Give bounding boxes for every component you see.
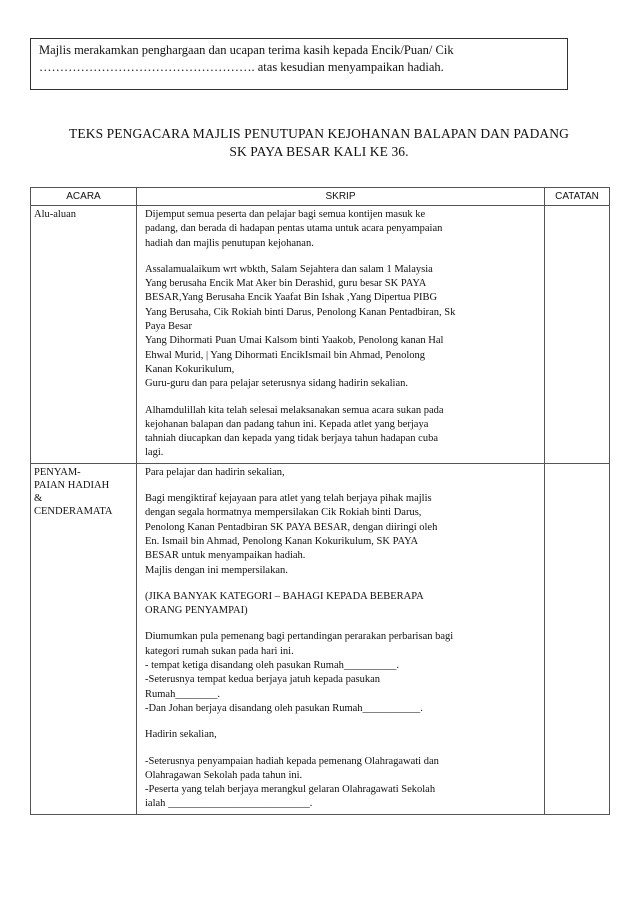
script-line: padang, dan berada di hadapan pentas utama untuk acara penyampaian (145, 223, 443, 235)
script-line: Alhamdulillah kita telah selesai melaksanakan semua acara sukan pada (145, 404, 444, 416)
document-title (30, 125, 608, 161)
script-paragraph (145, 755, 538, 812)
script-line: -Seterusnya tempat kedua berjaya jatuh kepada pasukan (145, 674, 380, 686)
script-paragraph (145, 728, 538, 742)
script-paragraph (145, 208, 538, 251)
script-line: Penolong Kanan Pentadbiran SK PAYA BESAR, dengan diiringi oleh (145, 521, 438, 533)
header-catatan: CATATAN (545, 188, 610, 206)
script-line: Assalamualaikum wrt wbkth, Salam Sejahtera dan salam 1 Malaysia (145, 263, 433, 275)
script-line: tahniah diucapkan dan kepada yang tidak berjaya tahun hadapan cuba (145, 433, 439, 445)
acara-cell (31, 463, 137, 814)
table-row (31, 463, 610, 814)
acara-cell (31, 206, 137, 464)
acara-label-line: Alu-aluan (34, 209, 76, 220)
script-line: En. Ismail bin Ahmad, Penolong Kanan Kokurikulum, SK PAYA (145, 535, 419, 547)
catatan-cell (545, 463, 610, 814)
script-line: (JIKA BANYAK KATEGORI – BAHAGI KEPADA BEBERAPA (145, 590, 424, 602)
acknowledgement-line-1: Majlis merakamkan penghargaan dan ucapan terima kasih kepada Encik/Puan/ Cik (39, 43, 454, 57)
script-line: Guru-guru dan para pelajar seterusnya sidang hadirin sekalian. (145, 378, 408, 390)
script-line: Dijemput semua peserta dan pelajar bagi semua kontijen masuk ke (145, 209, 426, 220)
script-line: Olahragawan Sekolah pada tahun ini. (145, 769, 303, 781)
script-line: hadiah dan majlis penutupan kejohanan. (145, 237, 314, 249)
script-line: Bagi mengiktiraf kejayaan para atlet yang telah berjaya pihak majlis (145, 493, 432, 505)
script-line: - tempat ketiga disandang oleh pasukan Rumah__________. (145, 660, 399, 672)
script-line: Paya Besar (145, 321, 192, 333)
script-paragraph (145, 466, 538, 480)
table-header-row (31, 188, 610, 206)
script-line: Hadirin sekalian, (145, 729, 217, 741)
script-line: Yang Berusaha, Cik Rokiah binti Darus, Penolong Kanan Pentadbiran, Sk (145, 306, 456, 318)
script-line: Yang berusaha Encik Mat Aker bin Derashid, guru besar SK PAYA (145, 278, 427, 290)
script-line: ialah ___________________________. (145, 798, 313, 810)
script-line: ORANG PENYAMPAI) (145, 605, 248, 617)
script-line: Diumumkan pula pemenang bagi pertandingan perarakan perbarisan bagi (145, 631, 454, 643)
acara-label-line: & (34, 492, 43, 504)
script-paragraph (145, 263, 538, 392)
acara-label-line: CENDERAMATA (34, 505, 113, 517)
acknowledgement-box (30, 38, 568, 90)
catatan-cell (545, 206, 610, 464)
header-acara: ACARA (31, 188, 137, 206)
script-line: kejohanan balapan dan padang tahun ini. Kepada atlet yang berjaya (145, 418, 429, 430)
table-body (31, 206, 610, 815)
script-table (30, 187, 610, 815)
script-paragraph (145, 404, 538, 461)
title-line-2: SK PAYA BESAR KALI KE 36. (229, 144, 409, 159)
script-line: BESAR,Yang Berusaha Encik Yaafat Bin Ishak ,Yang Dipertua PIBG (145, 292, 438, 304)
script-line: Rumah________. (145, 688, 220, 700)
skrip-cell (137, 463, 545, 814)
script-paragraph (145, 630, 538, 716)
script-line: dengan segala hormatnya mempersilakan Cik Rokiah binti Darus, (145, 507, 422, 519)
acara-label-line: PAIAN HADIAH (34, 479, 110, 491)
script-line: Yang Dihormati Puan Umai Kalsom binti Yaakob, Penolong kanan Hal (145, 335, 444, 347)
script-paragraph (145, 492, 538, 578)
skrip-cell (137, 206, 545, 464)
title-line-1: TEKS PENGACARA MAJLIS PENUTUPAN KEJOHANAN BALAPAN DAN PADANG (69, 126, 569, 141)
script-line: lagi. (145, 447, 164, 459)
header-skrip: SKRIP (137, 188, 545, 206)
script-line: Ehwal Murid, | Yang Dihormati EncikIsmail bin Ahmad, Penolong (145, 349, 426, 361)
script-line: -Dan Johan berjaya disandang oleh pasukan Rumah___________. (145, 702, 423, 714)
table-row (31, 206, 610, 464)
script-line: BESAR untuk menyampaikan hadiah. (145, 550, 306, 562)
script-line: -Seterusnya penyampaian hadiah kepada pemenang Olahragawati dan (145, 755, 439, 767)
acknowledgement-line-2: ……………………………………………. atas kesudian menyampaikan hadiah. (39, 60, 444, 74)
script-line: Kanan Kokurikulum, (145, 363, 235, 375)
script-line: Para pelajar dan hadirin sekalian, (145, 466, 285, 478)
script-line: Majlis dengan ini mempersilakan. (145, 564, 288, 576)
script-paragraph (145, 590, 538, 619)
script-line: kategori rumah sukan pada hari ini. (145, 645, 294, 657)
acara-label-line: PENYAM- (34, 466, 81, 478)
script-line: -Peserta yang telah berjaya merangkul gelaran Olahragawati Sekolah (145, 784, 436, 796)
